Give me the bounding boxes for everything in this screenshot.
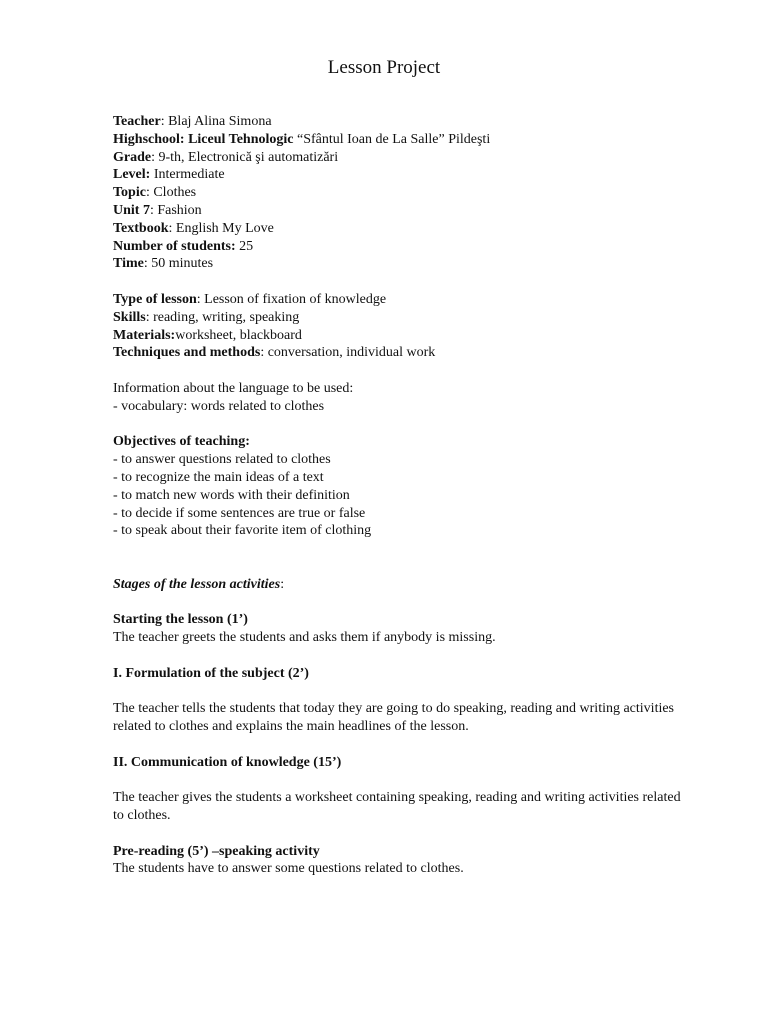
- teacher-label: Teacher: [113, 114, 161, 129]
- grade-value: : 9-th, Electronică şi automatizări: [151, 149, 339, 165]
- spacer: [113, 736, 693, 754]
- grade-label: Grade: [113, 149, 152, 165]
- teacher-value: : Blaj Alina Simona: [160, 114, 272, 129]
- unit-line: [113, 202, 693, 220]
- skills-line: [113, 309, 693, 327]
- level-value: Intermediate: [150, 167, 225, 183]
- highschool-label: Highschool: Liceul Tehnologic: [113, 131, 294, 147]
- techniques-label: Techniques and methods: [113, 345, 261, 361]
- formulation-heading: I. Formulation of the subject (2’): [113, 665, 309, 681]
- time-value: : 50 minutes: [143, 256, 214, 272]
- time-label: Time: [113, 256, 144, 272]
- topic-value: : Clothes: [145, 185, 197, 201]
- spacer: [113, 771, 693, 789]
- communication-text: The teacher gives the students a worksheet containing speaking, reading and writing activities related to clothes.: [113, 790, 681, 824]
- topic-label: Topic: [113, 185, 146, 201]
- students-line: [113, 238, 693, 256]
- materials-value: worksheet, blackboard: [175, 327, 302, 343]
- lesson-type-line: [113, 291, 693, 309]
- spacer: [113, 683, 693, 701]
- page-title: Lesson Project: [327, 57, 441, 78]
- communication-heading: II. Communication of knowledge (15’): [113, 754, 342, 770]
- textbook-value: : English My Love: [168, 220, 274, 236]
- students-value: 25: [235, 238, 254, 254]
- objective-item: - to match new words with their definition: [113, 487, 350, 503]
- starting-text: The teacher greets the students and asks them if anybody is missing.: [113, 630, 496, 646]
- spacer: [113, 273, 693, 291]
- objective-item: - to decide if some sentences are true or false: [113, 505, 366, 521]
- objective-item: - to recognize the main ideas of a text: [113, 469, 324, 485]
- students-label: Number of students:: [113, 238, 236, 254]
- level-line: [113, 166, 693, 184]
- highschool-line: [113, 131, 693, 149]
- techniques-value: : conversation, individual work: [260, 345, 436, 361]
- spacer: [113, 594, 693, 612]
- prereading-heading: Pre-reading (5’) –speaking activity: [113, 843, 320, 859]
- skills-value: : reading, writing, speaking: [145, 309, 300, 325]
- formulation-text: The teacher tells the students that today they are going to do speaking, reading and writing activities related to clothes and explains the main headlines of the lesson.: [113, 701, 675, 735]
- objectives-heading: Objectives of teaching:: [113, 434, 250, 450]
- level-label: Level:: [113, 167, 151, 183]
- vocabulary-line: - vocabulary: words related to clothes: [113, 398, 325, 414]
- objective-item: - to speak about their favorite item of clothing: [113, 523, 372, 539]
- lesson-type-value: : Lesson of fixation of knowledge: [196, 291, 387, 307]
- stages-heading-line: [113, 576, 693, 594]
- stages-heading: Stages of the lesson activities: [113, 576, 281, 592]
- prereading-text: The students have to answer some questions related to clothes.: [113, 861, 464, 877]
- lesson-type-label: Type of lesson: [113, 291, 197, 307]
- highschool-value: “Sfântul Ioan de La Salle” Pildeşti: [293, 131, 491, 147]
- textbook-line: [113, 220, 693, 238]
- stages-heading-suffix: :: [280, 576, 285, 592]
- spacer: [113, 362, 693, 380]
- textbook-label: Textbook: [113, 220, 169, 236]
- unit-label: Unit 7: [113, 202, 150, 218]
- topic-line: [113, 184, 693, 202]
- materials-line: [113, 327, 693, 345]
- spacer: [113, 647, 693, 665]
- starting-heading: Starting the lesson (1’): [113, 612, 248, 628]
- objective-item: - to answer questions related to clothes: [113, 452, 331, 468]
- materials-label: Materials:: [113, 327, 176, 343]
- techniques-line: [113, 344, 693, 362]
- spacer: [113, 825, 693, 843]
- language-info-heading: Information about the language to be used:: [113, 380, 354, 396]
- spacer: [113, 540, 693, 576]
- skills-label: Skills: [113, 309, 146, 325]
- teacher-line: [113, 113, 693, 131]
- spacer: [113, 416, 693, 434]
- grade-line: [113, 149, 693, 167]
- time-line: [113, 255, 693, 273]
- document-body: [113, 113, 693, 878]
- unit-value: : Fashion: [149, 202, 202, 218]
